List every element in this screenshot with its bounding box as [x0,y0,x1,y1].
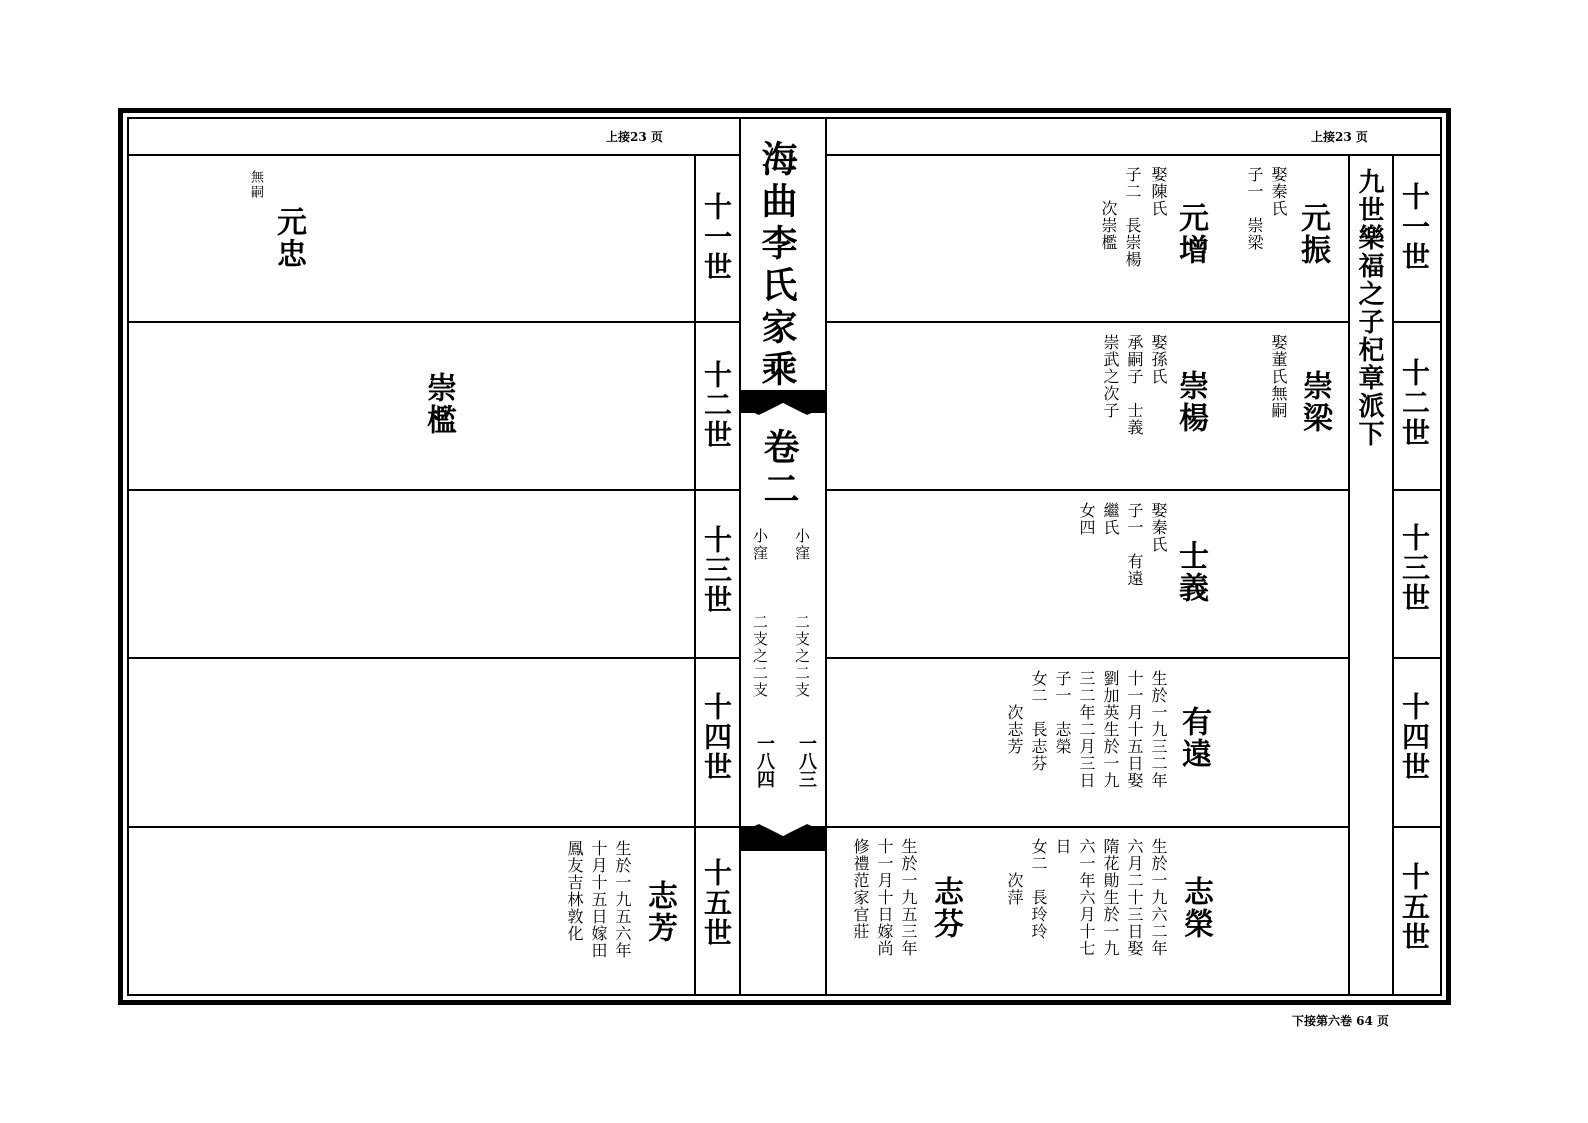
row-divider [1392,657,1440,659]
biography-line: 崇武之次子 [1101,334,1120,419]
person-name-yuanzhong: 元忠 [271,206,306,270]
gen-label-12-right: 十二世 [1398,358,1431,448]
spine-place-2: 小窪 [751,528,769,562]
spine-page-1: 一八三 [796,734,817,788]
biography-line: 十一月十日嫁尚 [875,838,894,957]
biography-line: 三二年二月三日 [1077,670,1096,789]
biography-line: 娶陳氏 [1149,166,1168,217]
person-name-youyuan: 有遠 [1176,706,1211,770]
spine-left-edge [739,117,741,996]
row-divider [127,321,739,323]
person-name-yuanzhen: 元振 [1295,202,1330,266]
gen-label-13-right: 十三世 [1398,523,1431,613]
spine-chevron-top [741,393,825,423]
biography-line: 子一 有遠 [1125,502,1144,587]
biography-line: 娶秦氏 [1269,166,1288,217]
person-name-chongliang: 崇梁 [1297,370,1332,434]
person-name-shiyi: 士義 [1173,540,1208,604]
spine-page-2: 一八四 [754,734,775,788]
row-divider [127,489,739,491]
row-divider [1392,489,1440,491]
row-divider [127,826,739,828]
gen-label-14-left: 十四世 [700,692,733,782]
biography-line: 六月二十三日娶 [1125,838,1144,957]
right-gen-column-divider [1392,154,1394,994]
biography-line: 生於一九六二年 [1149,838,1168,957]
row-divider [1392,321,1440,323]
person-name-chongkan: 崇檻 [421,372,456,436]
biography-line: 娶秦氏 [1149,502,1168,553]
gen-label-15-right: 十五世 [1398,862,1431,952]
biography-line: 六一年六月十七 [1077,838,1096,957]
spine-chevron-bottom [741,816,825,846]
header-continue-left: 上接23 页 [606,130,663,144]
biography-line: 繼氏 [1101,502,1120,536]
row-divider [825,826,1348,828]
row-divider [825,489,1348,491]
row-divider [825,657,1348,659]
biography-line: 娶董氏無嗣 [1269,334,1288,419]
biography-line: 子一 志榮 [1053,670,1072,755]
biography-line: 鳳友吉林敦化 [565,840,584,942]
row-divider [825,321,1348,323]
spine-branch-1: 二支之二支 [793,614,811,699]
biography-line: 女二 長玲玲 [1029,838,1048,940]
biography-line: 生於一九三二年 [1149,670,1168,789]
spine-place-1: 小窪 [793,528,811,562]
biography-line: 女四 [1077,502,1096,536]
biography-line: 子二 長崇楊 [1123,166,1142,268]
person-name-zhirong: 志榮 [1178,876,1213,940]
biography-line: 十月十五日嫁田 [589,840,608,959]
person-name-yuanzeng: 元增 [1173,202,1208,266]
person-name-chongyang: 崇楊 [1173,370,1208,434]
note-no-heir: 無嗣 [248,170,263,200]
biography-line: 劉加英生於一九 [1101,670,1120,789]
biography-line: 日 [1053,838,1072,855]
biography-line: 修禮范家官莊 [851,838,870,940]
biography-line: 生於一九五六年 [613,840,632,959]
spine-right-edge [825,117,827,996]
biography-line: 次崇檻 [1099,166,1118,251]
gen-label-12-left: 十二世 [700,360,733,450]
footer-continue: 下接第六卷 64 页 [1292,1014,1390,1028]
gen-label-11-right: 十一世 [1398,182,1431,272]
lineage-heading-left-edge [1348,154,1350,994]
gen-label-11-left: 十一世 [700,192,733,282]
biography-line: 娶孫氏 [1149,334,1168,385]
left-gen-column-divider [694,154,696,994]
lineage-heading: 九世樂福之子杞章派下 [1354,168,1384,448]
biography-line: 十一月十五日娶 [1125,670,1144,789]
left-header-divider [127,154,739,156]
biography-line: 次萍 [1005,838,1024,906]
row-divider [127,657,739,659]
gen-label-13-left: 十三世 [700,525,733,615]
right-header-divider [825,154,1440,156]
person-name-zhifang: 志芳 [642,880,677,944]
biography-line: 生於一九五三年 [899,838,918,957]
biography-line: 承嗣子 士義 [1125,334,1144,436]
row-divider [1392,826,1440,828]
header-continue-right: 上接23 页 [1311,130,1368,144]
volume-label: 卷二 [758,428,800,512]
person-name-zhifen: 志芬 [928,876,963,940]
biography-line: 女二 長志芬 [1029,670,1048,772]
book-title: 海曲李氏家乘 [756,140,798,392]
biography-line: 次志芳 [1005,670,1024,755]
spine-branch-2: 二支之二支 [751,614,769,699]
gen-label-14-right: 十四世 [1398,692,1431,782]
biography-line: 隋花勛生於一九 [1101,838,1120,957]
biography-line: 子一 崇梁 [1245,166,1264,251]
gen-label-15-left: 十五世 [700,858,733,948]
